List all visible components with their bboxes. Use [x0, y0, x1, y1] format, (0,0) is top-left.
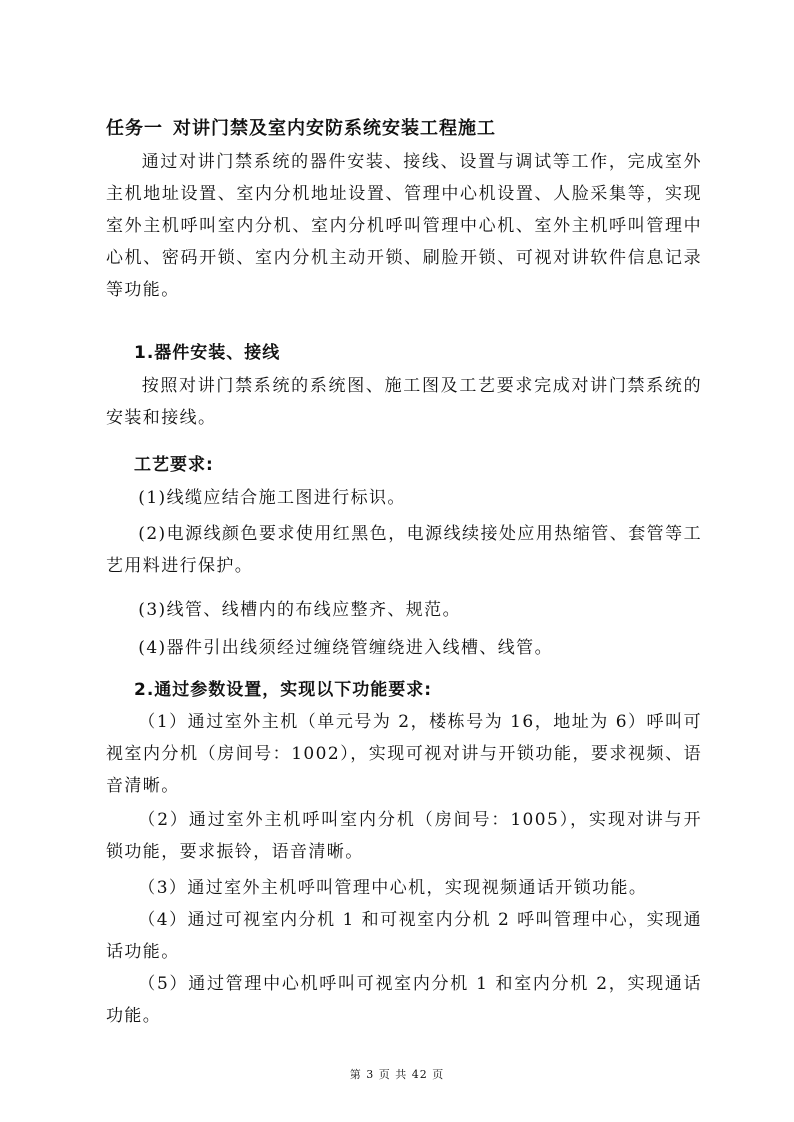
- function-item: （5）通过管理中心机呼叫可视室内分机 1 和室内分机 2，实现通话功能。: [106, 974, 702, 1026]
- task-title-text: 对讲门禁及室内安防系统安装工程施工: [173, 118, 496, 139]
- task-number: 任务一: [106, 118, 163, 139]
- requirement-item: (4)器件引出线须经过缠绕管缠绕进入线槽、线管。: [138, 638, 553, 658]
- requirement-item: (1)线缆应结合施工图进行标识。: [138, 488, 406, 508]
- requirements-heading: 工艺要求:: [134, 455, 214, 475]
- section1-heading: 1.器件安装、接线: [134, 343, 281, 363]
- requirement-item: (2)电源线颜色要求使用红黑色，电源线续接处应用热缩管、套管等工艺用料进行保护。: [106, 524, 702, 576]
- function-item: （1）通过室外主机（单元号为 2，楼栋号为 16，地址为 6）呼叫可视室内分机（房间号：1002），实现可视对讲与开锁功能，要求视频、语音清晰。: [106, 712, 702, 796]
- section2-heading: 2.通过参数设置，实现以下功能要求:: [134, 680, 433, 700]
- task-title: [106, 114, 496, 140]
- section1-body: 按照对讲门禁系统的系统图、施工图及工艺要求完成对讲门禁系统的安装和接线。: [106, 376, 702, 428]
- function-item: （2）通过室外主机呼叫室内分机（房间号：1005），实现对讲与开锁功能，要求振铃，语音清晰。: [106, 810, 702, 862]
- intro-paragraph: 通过对讲门禁系统的器件安装、接线、设置与调试等工作，完成室外主机地址设置、室内分机地址设置、管理中心机设置、人脸采集等，实现室外主机呼叫室内分机、室内分机呼叫管理中心机、室外主机呼叫管理中心机、密码开锁、室内分机主动开锁、刷脸开锁、可视对讲软件信息记录等功能。: [106, 152, 702, 300]
- function-item: （3）通过室外主机呼叫管理中心机，实现视频通话开锁功能。: [138, 878, 648, 898]
- page-footer: 第 3 页 共 42 页: [349, 1068, 445, 1081]
- requirement-item: (3)线管、线槽内的布线应整齐、规范。: [138, 600, 461, 620]
- function-item: （4）通过可视室内分机 1 和可视室内分机 2 呼叫管理中心，实现通话功能。: [106, 910, 702, 962]
